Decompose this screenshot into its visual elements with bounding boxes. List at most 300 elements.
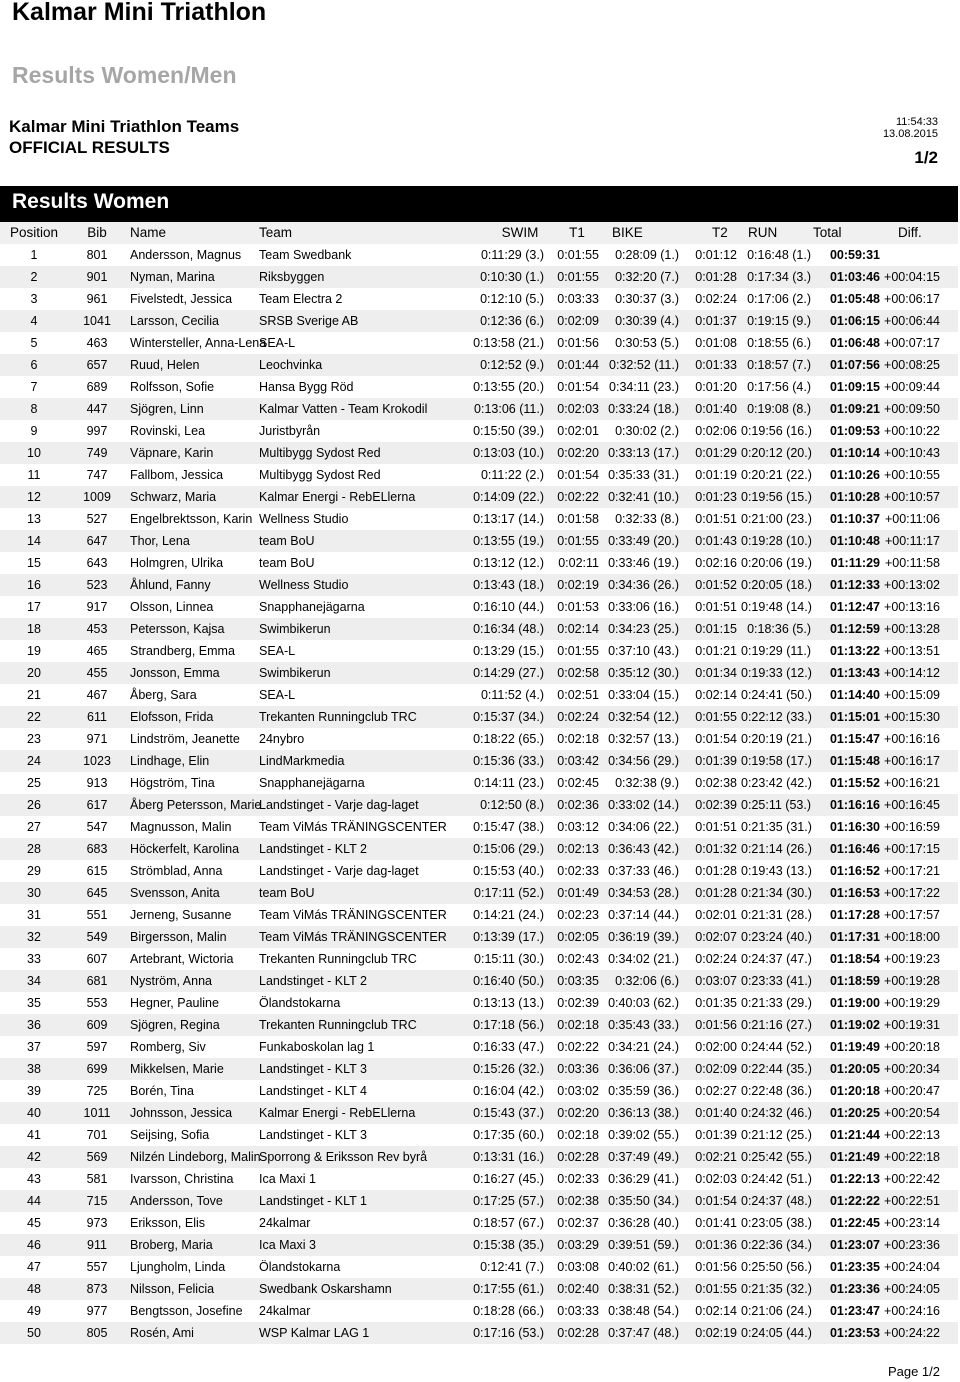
table-row xyxy=(0,640,958,662)
cell-team: 24nybro xyxy=(259,732,305,746)
cell-total: 01:13:43 xyxy=(829,666,880,680)
cell-total: 01:09:53 xyxy=(829,424,880,438)
cell-name: Romberg, Siv xyxy=(130,1040,206,1054)
cell-bike: 0:38:31 (52.) xyxy=(608,1282,679,1296)
cell-total: 01:12:47 xyxy=(829,600,880,614)
cell-total: 01:09:21 xyxy=(829,402,880,416)
cell-run: 0:19:58 (17.) xyxy=(741,754,812,768)
cell-position: 24 xyxy=(27,754,41,768)
cell-position: 17 xyxy=(27,600,41,614)
cell-t2: 0:02:07 xyxy=(695,930,737,944)
table-row xyxy=(0,288,958,310)
cell-bib: 453 xyxy=(86,622,108,636)
cell-team: Leochvinka xyxy=(259,358,323,372)
cell-position: 26 xyxy=(27,798,41,812)
table-row xyxy=(0,838,958,860)
cell-bib: 913 xyxy=(86,776,108,790)
cell-t2: 0:01:15 xyxy=(695,622,737,636)
cell-bike: 0:32:38 (9.) xyxy=(615,776,679,790)
cell-swim: 0:18:57 (67.) xyxy=(473,1216,544,1230)
cell-team: Kalmar Energi - RebELlerna xyxy=(259,490,416,504)
table-row xyxy=(0,904,958,926)
cell-run: 0:17:34 (3.) xyxy=(747,270,811,284)
cell-total: 01:17:28 xyxy=(829,908,880,922)
cell-run: 0:19:43 (13.) xyxy=(741,864,812,878)
table-row xyxy=(0,992,958,1014)
cell-t1: 0:03:29 xyxy=(557,1238,599,1252)
cell-name: Magnusson, Malin xyxy=(130,820,232,834)
cell-swim: 0:11:52 (4.) xyxy=(480,688,544,702)
cell-name: Andersson, Magnus xyxy=(130,248,242,262)
cell-team: SEA-L xyxy=(259,336,296,350)
cell-bib: 1041 xyxy=(83,314,111,328)
cell-bike: 0:39:51 (59.) xyxy=(608,1238,679,1252)
cell-total: 01:10:48 xyxy=(829,534,880,548)
cell-position: 7 xyxy=(30,380,38,394)
cell-diff: +00:13:28 xyxy=(884,622,940,636)
cell-position: 28 xyxy=(27,842,41,856)
cell-swim: 0:16:27 (45.) xyxy=(473,1172,544,1186)
cell-t2: 0:02:19 xyxy=(695,1326,737,1340)
cell-bike: 0:33:04 (15.) xyxy=(608,688,679,702)
cell-t1: 0:02:51 xyxy=(557,688,599,702)
cell-position: 14 xyxy=(27,534,41,548)
cell-team: Team Swedbank xyxy=(259,248,352,262)
cell-position: 9 xyxy=(30,424,38,438)
cell-swim: 0:10:30 (1.) xyxy=(480,270,544,284)
cell-t2: 0:01:51 xyxy=(695,820,737,834)
cell-diff: +00:06:17 xyxy=(884,292,940,306)
cell-swim: 0:18:28 (66.) xyxy=(473,1304,544,1318)
cell-run: 0:18:36 (5.) xyxy=(747,622,811,636)
cell-bib: 523 xyxy=(86,578,108,592)
cell-position: 12 xyxy=(27,490,41,504)
cell-bib: 701 xyxy=(86,1128,108,1142)
table-row xyxy=(0,882,958,904)
table-row xyxy=(0,1014,958,1036)
cell-bike: 0:40:03 (62.) xyxy=(608,996,679,1010)
cell-bike: 0:32:52 (11.) xyxy=(609,358,679,372)
cell-t1: 0:02:20 xyxy=(557,1106,599,1120)
table-row xyxy=(0,662,958,684)
cell-bike: 0:30:37 (3.) xyxy=(615,292,679,306)
cell-swim: 0:13:17 (14.) xyxy=(473,512,544,526)
cell-bib: 549 xyxy=(86,930,108,944)
cell-bib: 467 xyxy=(86,688,108,702)
cell-team: Ica Maxi 1 xyxy=(259,1172,316,1186)
cell-t2: 0:01:56 xyxy=(695,1260,737,1274)
table-row xyxy=(0,1036,958,1058)
cell-diff: +00:15:30 xyxy=(884,710,940,724)
cell-run: 0:21:33 (29.) xyxy=(741,996,812,1010)
cell-position: 31 xyxy=(27,908,41,922)
table-row xyxy=(0,1300,958,1322)
cell-t1: 0:02:09 xyxy=(557,314,599,328)
event-info xyxy=(9,116,239,158)
cell-swim: 0:16:04 (42.) xyxy=(473,1084,544,1098)
cell-total: 01:15:48 xyxy=(829,754,880,768)
cell-bike: 0:32:54 (12.) xyxy=(608,710,679,724)
cell-position: 34 xyxy=(27,974,41,988)
cell-bib: 873 xyxy=(86,1282,108,1296)
cell-bib: 725 xyxy=(86,1084,108,1098)
table-row xyxy=(0,970,958,992)
results-status: OFFICIAL RESULTS xyxy=(9,138,170,157)
cell-swim: 0:12:36 (6.) xyxy=(480,314,544,328)
cell-position: 29 xyxy=(27,864,41,878)
cell-position: 42 xyxy=(27,1150,41,1164)
cell-t1: 0:03:36 xyxy=(557,1062,599,1076)
cell-bike: 0:37:47 (48.) xyxy=(608,1326,679,1340)
cell-swim: 0:16:34 (48.) xyxy=(473,622,544,636)
cell-team: Hansa Bygg Röd xyxy=(259,380,354,394)
cell-bib: 643 xyxy=(86,556,108,570)
cell-name: Engelbrektsson, Karin xyxy=(130,512,253,526)
cell-team: Snapphanejägarna xyxy=(259,600,365,614)
cell-bib: 1009 xyxy=(83,490,111,504)
cell-name: Rovinski, Lea xyxy=(130,424,206,438)
cell-bike: 0:34:11 (23.) xyxy=(609,380,679,394)
cell-team: Sporrong & Eriksson Rev byrå xyxy=(259,1150,428,1164)
cell-total: 01:23:35 xyxy=(829,1260,880,1274)
cell-position: 3 xyxy=(30,292,38,306)
cell-run: 0:23:42 (42.) xyxy=(741,776,812,790)
cell-t2: 0:02:24 xyxy=(695,292,737,306)
cell-t2: 0:01:54 xyxy=(695,1194,737,1208)
cell-diff: +00:11:06 xyxy=(884,512,940,526)
cell-t2: 0:01:23 xyxy=(695,490,737,504)
cell-t1: 0:02:24 xyxy=(557,710,599,724)
cell-run: 0:24:42 (51.) xyxy=(741,1172,812,1186)
cell-bib: 801 xyxy=(86,248,108,262)
cell-team: Snapphanejägarna xyxy=(259,776,365,790)
cell-bike: 0:33:13 (17.) xyxy=(608,446,679,460)
cell-diff: +00:22:42 xyxy=(884,1172,940,1186)
cell-total: 01:07:56 xyxy=(829,358,880,372)
cell-t1: 0:02:13 xyxy=(557,842,599,856)
cell-diff: +00:24:04 xyxy=(884,1260,940,1274)
cell-team: Landstinget - KLT 1 xyxy=(259,1194,367,1208)
cell-total: 01:22:45 xyxy=(829,1216,880,1230)
cell-diff: +00:22:13 xyxy=(884,1128,940,1142)
cell-run: 0:19:33 (12.) xyxy=(741,666,812,680)
cell-swim: 0:13:58 (21.) xyxy=(473,336,544,350)
cell-position: 21 xyxy=(27,688,41,702)
table-row xyxy=(0,354,958,376)
cell-diff: +00:17:22 xyxy=(884,886,940,900)
table-row xyxy=(0,266,958,288)
cell-total: 01:15:52 xyxy=(829,776,880,790)
cell-bike: 0:32:06 (6.) xyxy=(615,974,679,988)
cell-t1: 0:01:44 xyxy=(557,358,599,372)
table-row xyxy=(0,684,958,706)
table-row xyxy=(0,464,958,486)
cell-bike: 0:32:41 (10.) xyxy=(608,490,679,504)
cell-t1: 0:02:58 xyxy=(557,666,599,680)
cell-t2: 0:01:39 xyxy=(695,754,737,768)
table-row xyxy=(0,1102,958,1124)
cell-t2: 0:01:54 xyxy=(695,732,737,746)
cell-diff: +00:10:22 xyxy=(884,424,940,438)
cell-position: 2 xyxy=(30,270,38,284)
cell-bib: 1023 xyxy=(83,754,111,768)
cell-name: Rolfsson, Sofie xyxy=(130,380,215,394)
cell-t2: 0:02:38 xyxy=(695,776,737,790)
cell-team: Riksbyggen xyxy=(259,270,325,284)
cell-diff: +00:20:18 xyxy=(884,1040,940,1054)
cell-position: 5 xyxy=(30,336,38,350)
print-date: 13.08.2015 xyxy=(882,128,938,140)
cell-bib: 615 xyxy=(86,864,108,878)
table-row xyxy=(0,1146,958,1168)
cell-t2: 0:02:24 xyxy=(695,952,737,966)
cell-t1: 0:01:55 xyxy=(557,248,599,262)
cell-swim: 0:13:39 (17.) xyxy=(473,930,544,944)
cell-t2: 0:02:27 xyxy=(695,1084,737,1098)
cell-bike: 0:32:57 (13.) xyxy=(608,732,679,746)
cell-t2: 0:01:19 xyxy=(695,468,737,482)
cell-team: Juristbyrån xyxy=(259,424,321,438)
table-header xyxy=(0,222,958,244)
cell-t2: 0:02:00 xyxy=(695,1040,737,1054)
cell-diff: +00:06:44 xyxy=(884,314,940,328)
cell-swim: 0:15:11 (30.) xyxy=(474,952,544,966)
cell-t2: 0:01:55 xyxy=(695,1282,737,1296)
cell-run: 0:21:06 (24.) xyxy=(741,1304,812,1318)
cell-swim: 0:13:12 (12.) xyxy=(473,556,544,570)
cell-t1: 0:01:56 xyxy=(557,336,599,350)
cell-t2: 0:02:39 xyxy=(695,798,737,812)
cell-team: Multibygg Sydost Red xyxy=(259,468,381,482)
cell-swim: 0:18:22 (65.) xyxy=(473,732,544,746)
table-row xyxy=(0,398,958,420)
cell-t1: 0:03:08 xyxy=(557,1260,599,1274)
column-header-position: Position xyxy=(9,225,59,240)
cell-bib: 581 xyxy=(86,1172,108,1186)
cell-bike: 0:37:14 (44.) xyxy=(608,908,679,922)
cell-diff: +00:23:36 xyxy=(884,1238,940,1252)
cell-bib: 911 xyxy=(87,1238,107,1252)
cell-bib: 609 xyxy=(86,1018,108,1032)
table-row xyxy=(0,1256,958,1278)
cell-run: 0:21:31 (28.) xyxy=(741,908,812,922)
cell-bike: 0:36:43 (42.) xyxy=(608,842,679,856)
cell-bike: 0:34:23 (25.) xyxy=(608,622,679,636)
cell-total: 01:14:40 xyxy=(829,688,880,702)
cell-diff: +00:04:15 xyxy=(884,270,940,284)
cell-diff: +00:16:59 xyxy=(884,820,940,834)
cell-position: 36 xyxy=(27,1018,41,1032)
cell-bib: 917 xyxy=(86,600,108,614)
cell-run: 0:21:35 (31.) xyxy=(741,820,812,834)
cell-team: Wellness Studio xyxy=(259,512,349,526)
cell-t1: 0:02:01 xyxy=(557,424,599,438)
cell-name: Lindström, Jeanette xyxy=(130,732,240,746)
cell-position: 13 xyxy=(27,512,41,526)
cell-run: 0:21:12 (25.) xyxy=(741,1128,812,1142)
section-title: Results Women xyxy=(12,190,170,213)
cell-diff: +00:14:12 xyxy=(884,666,940,680)
cell-bib: 977 xyxy=(86,1304,108,1318)
cell-t2: 0:01:08 xyxy=(695,336,737,350)
table-row xyxy=(0,1190,958,1212)
table-row xyxy=(0,728,958,750)
cell-swim: 0:17:55 (61.) xyxy=(473,1282,544,1296)
cell-name: Schwarz, Maria xyxy=(130,490,217,504)
cell-t1: 0:02:20 xyxy=(557,446,599,460)
cell-position: 38 xyxy=(27,1062,41,1076)
cell-run: 0:24:37 (47.) xyxy=(741,952,812,966)
table-row xyxy=(0,618,958,640)
cell-bike: 0:30:39 (4.) xyxy=(615,314,679,328)
document-subtitle: Results Women/Men xyxy=(12,62,237,88)
cell-team: Trekanten Runningclub TRC xyxy=(259,1018,417,1032)
cell-t1: 0:02:14 xyxy=(557,622,599,636)
cell-bike: 0:36:28 (40.) xyxy=(608,1216,679,1230)
cell-t1: 0:02:43 xyxy=(557,952,599,966)
cell-name: Holmgren, Ulrika xyxy=(130,556,224,570)
cell-bib: 611 xyxy=(87,710,107,724)
document-title: Kalmar Mini Triathlon xyxy=(12,0,267,26)
cell-t1: 0:02:36 xyxy=(557,798,599,812)
cell-diff: +00:10:57 xyxy=(884,490,940,504)
page-footer: Page 1/2 xyxy=(887,1364,940,1379)
table-row xyxy=(0,420,958,442)
cell-run: 0:20:19 (21.) xyxy=(741,732,812,746)
cell-name: Ljungholm, Linda xyxy=(130,1260,226,1274)
cell-run: 0:23:05 (38.) xyxy=(741,1216,812,1230)
cell-team: team BoU xyxy=(259,886,315,900)
cell-t1: 0:02:03 xyxy=(557,402,599,416)
cell-t2: 0:01:34 xyxy=(695,666,737,680)
cell-t2: 0:01:41 xyxy=(695,1216,737,1230)
cell-run: 0:24:44 (52.) xyxy=(741,1040,812,1054)
cell-diff: +00:15:09 xyxy=(884,688,940,702)
cell-t2: 0:02:16 xyxy=(695,556,737,570)
cell-t1: 0:01:53 xyxy=(557,600,599,614)
cell-bike: 0:33:49 (20.) xyxy=(608,534,679,548)
cell-team: Trekanten Runningclub TRC xyxy=(259,710,417,724)
cell-position: 16 xyxy=(27,578,41,592)
cell-team: SRSB Sverige AB xyxy=(259,314,359,328)
cell-swim: 0:11:29 (3.) xyxy=(480,248,544,262)
cell-total: 00:59:31 xyxy=(829,248,880,262)
cell-position: 22 xyxy=(27,710,41,724)
cell-t1: 0:01:54 xyxy=(557,468,599,482)
cell-run: 0:16:48 (1.) xyxy=(747,248,811,262)
table-row xyxy=(0,1234,958,1256)
cell-position: 19 xyxy=(27,644,41,658)
print-timestamp xyxy=(883,116,938,140)
cell-diff: +00:17:57 xyxy=(884,908,940,922)
cell-diff: +00:20:34 xyxy=(884,1062,940,1076)
cell-bib: 553 xyxy=(86,996,108,1010)
cell-total: 01:19:02 xyxy=(829,1018,880,1032)
table-row xyxy=(0,552,958,574)
cell-swim: 0:12:50 (8.) xyxy=(480,798,544,812)
cell-t1: 0:01:55 xyxy=(557,644,599,658)
cell-t2: 0:01:28 xyxy=(695,864,737,878)
section-header xyxy=(0,186,958,222)
cell-run: 0:18:55 (6.) xyxy=(747,336,811,350)
cell-run: 0:24:05 (44.) xyxy=(741,1326,812,1340)
cell-position: 43 xyxy=(27,1172,41,1186)
cell-swim: 0:14:11 (23.) xyxy=(474,776,544,790)
cell-run: 0:21:14 (26.) xyxy=(741,842,812,856)
cell-name: Väpnare, Karin xyxy=(130,446,214,460)
cell-team: Wellness Studio xyxy=(259,578,349,592)
cell-t1: 0:02:28 xyxy=(557,1150,599,1164)
cell-run: 0:25:42 (55.) xyxy=(741,1150,812,1164)
cell-team: Ica Maxi 3 xyxy=(259,1238,316,1252)
cell-total: 01:23:47 xyxy=(829,1304,880,1318)
cell-t2: 0:01:28 xyxy=(695,270,737,284)
cell-name: Sjögren, Regina xyxy=(130,1018,220,1032)
cell-swim: 0:13:55 (19.) xyxy=(473,534,544,548)
cell-t1: 0:03:12 xyxy=(557,820,599,834)
cell-diff: +00:19:28 xyxy=(884,974,940,988)
cell-t2: 0:01:12 xyxy=(695,248,737,262)
cell-total: 01:15:01 xyxy=(829,710,880,724)
table-row xyxy=(0,772,958,794)
cell-total: 01:20:25 xyxy=(829,1106,880,1120)
cell-position: 49 xyxy=(27,1304,41,1318)
cell-name: Olsson, Linnea xyxy=(130,600,214,614)
cell-total: 01:21:44 xyxy=(829,1128,880,1142)
table-row xyxy=(0,1124,958,1146)
cell-position: 37 xyxy=(27,1040,41,1054)
cell-bib: 901 xyxy=(86,270,108,284)
cell-diff: +00:24:22 xyxy=(884,1326,940,1340)
cell-name: Nyström, Anna xyxy=(130,974,212,988)
cell-name: Mikkelsen, Marie xyxy=(130,1062,224,1076)
cell-total: 01:16:52 xyxy=(829,864,880,878)
table-row xyxy=(0,508,958,530)
cell-diff: +00:23:14 xyxy=(884,1216,940,1230)
cell-t2: 0:01:51 xyxy=(695,512,737,526)
cell-bib: 805 xyxy=(86,1326,108,1340)
column-header-swim: SWIM xyxy=(501,225,539,240)
cell-t1: 0:02:38 xyxy=(557,1194,599,1208)
cell-name: Rosén, Ami xyxy=(130,1326,194,1340)
cell-team: Swimbikerun xyxy=(259,666,331,680)
cell-run: 0:22:36 (34.) xyxy=(741,1238,812,1252)
cell-swim: 0:12:41 (7.) xyxy=(480,1260,544,1274)
cell-position: 46 xyxy=(27,1238,41,1252)
cell-name: Broberg, Maria xyxy=(130,1238,213,1252)
cell-bike: 0:35:50 (34.) xyxy=(608,1194,679,1208)
cell-diff: +00:09:50 xyxy=(884,402,940,416)
cell-bib: 455 xyxy=(86,666,108,680)
column-header-t1: T1 xyxy=(569,225,585,240)
cell-t1: 0:02:11 xyxy=(558,556,599,570)
cell-team: Swimbikerun xyxy=(259,622,331,636)
cell-team: LindMarkmedia xyxy=(259,754,345,768)
cell-name: Strömblad, Anna xyxy=(130,864,223,878)
cell-t1: 0:02:40 xyxy=(557,1282,599,1296)
table-row xyxy=(0,596,958,618)
cell-name: Borén, Tina xyxy=(130,1084,194,1098)
cell-bib: 645 xyxy=(86,886,108,900)
cell-bike: 0:35:12 (30.) xyxy=(608,666,679,680)
column-header-run: RUN xyxy=(748,225,778,240)
cell-t2: 0:01:55 xyxy=(695,710,737,724)
cell-t1: 0:02:18 xyxy=(557,1128,599,1142)
cell-t2: 0:01:21 xyxy=(695,644,737,658)
table-row xyxy=(0,376,958,398)
cell-t1: 0:02:39 xyxy=(557,996,599,1010)
cell-diff: +00:13:02 xyxy=(884,578,940,592)
